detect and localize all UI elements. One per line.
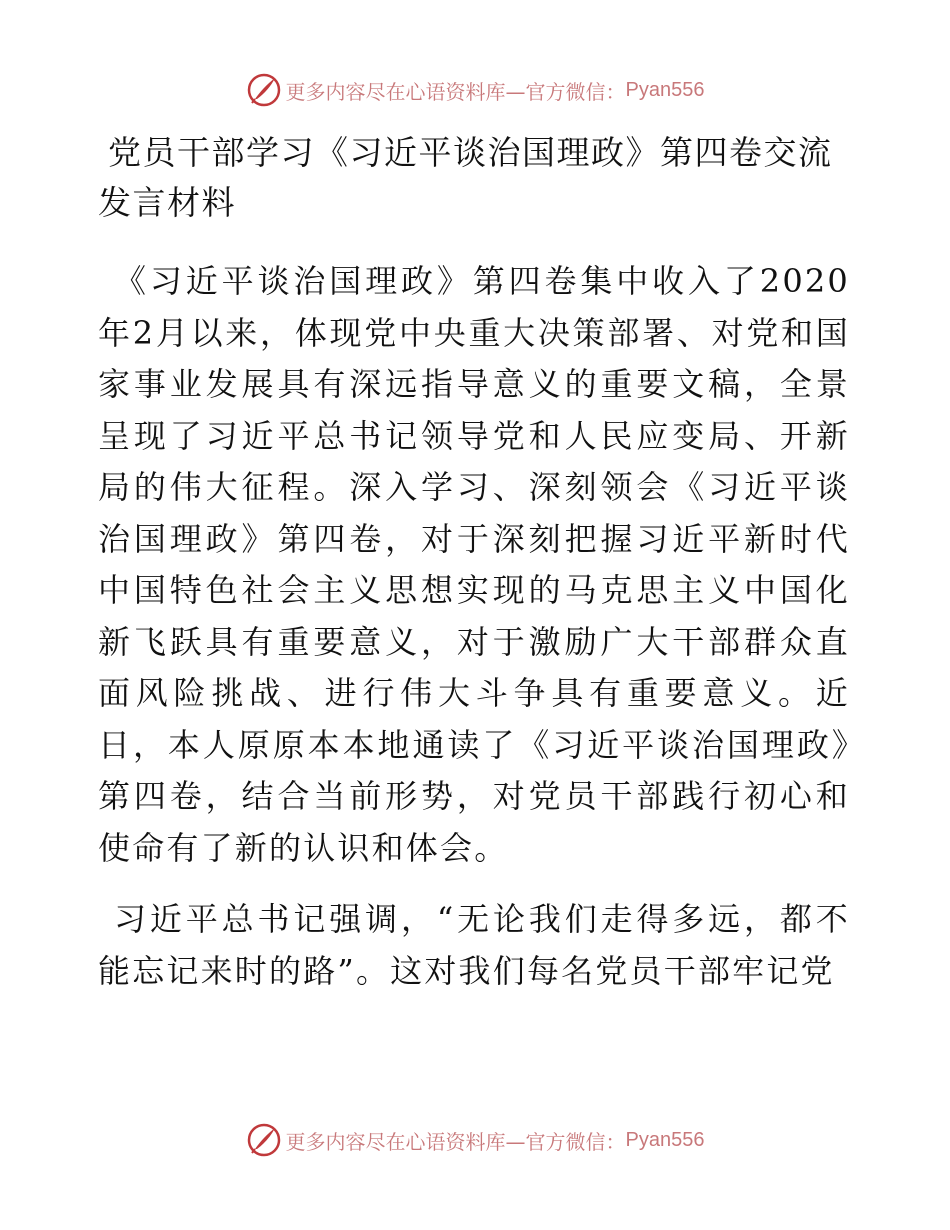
quill-pen-circle-icon [246, 1122, 282, 1158]
footer-watermark-id: Pyan556 [625, 1128, 705, 1151]
header-watermark-banner [0, 68, 950, 112]
paragraph-1: 《习近平谈治国理政》第四卷集中收入了2020年2月以来，体现党中央重大决策部署、对党和国家事业发展具有深远指导意义的重要文稿，全景呈现了习近平总书记领导党和人民应变局、开新局的伟大征程。深入学习、深刻领会《习近平谈治国理政》第四卷，对于深刻把握习近平新时代中国特色社会主义思想实现的马克思主义中国化新飞跃具有重要意义，对于激励广大干部群众直面风险挑战、进行伟大斗争具有重要意义。近日，本人原原本本地通读了《习近平谈治国理政》第四卷，结合当前形势，对党员干部践行初心和使命有了新的认识和体会。 [98, 262, 850, 867]
header-watermark-text: 更多内容尽在心语资料库—官方微信： [285, 79, 626, 104]
quill-pen-circle-icon [246, 72, 282, 108]
paragraph-2: 习近平总书记强调，“无论我们走得多远，都不能忘记来时的路”。这对我们每名党员干部牢记党 [98, 900, 850, 990]
footer-watermark-banner [0, 1118, 950, 1162]
document-title: 党员干部学习《习近平谈治国理政》第四卷交流发言材料 [98, 133, 833, 222]
document-body [98, 128, 850, 997]
header-watermark-id: Pyan556 [625, 78, 705, 101]
footer-watermark-text: 更多内容尽在心语资料库—官方微信： [285, 1129, 626, 1154]
